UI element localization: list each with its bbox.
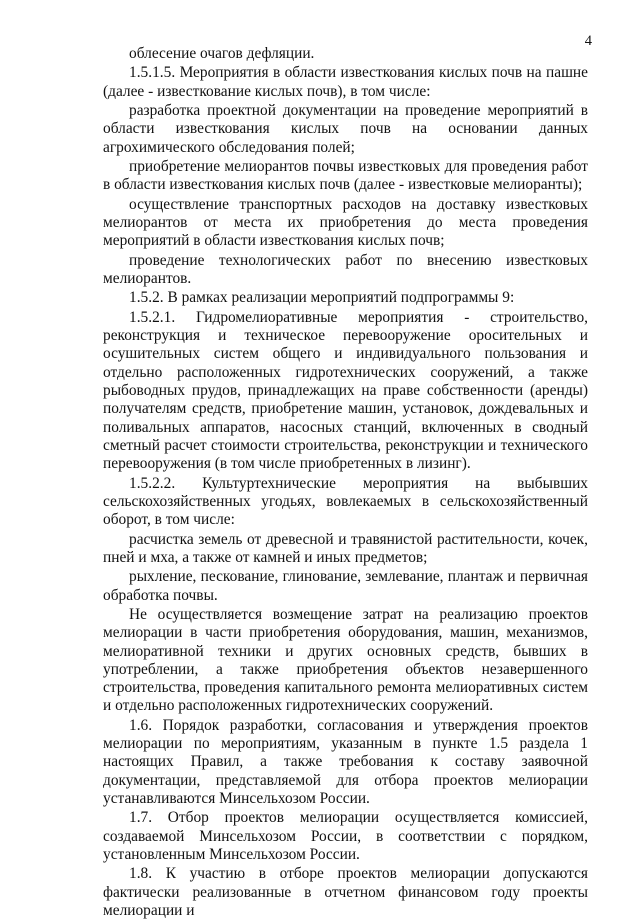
- paragraph-no-reimbursement: Не осуществляется возмещение затрат на реализацию проектов мелиорации в части приобретения оборудования, машин, механизмов, мелиоративной техники и других основных средств, бывших в употреблении, а также приобретения объектов незавершенного строительства, проведения капитального ремонта мелиоративных систем и отдельно расположенных гидротехнических сооружений.: [103, 605, 588, 715]
- paragraph-continuation: облесение очагов дефляции.: [129, 45, 315, 62]
- paragraph-technological-works: проведение технологических работ по внесению известковых мелиорантов.: [103, 251, 588, 288]
- paragraph-purchase-meliorants: приобретение мелиорантов почвы известковых для проведения работ в области известкования кислых почв (далее - известковые мелиоранты);: [103, 158, 588, 194]
- paragraph-1-7: 1.7. Отбор проектов мелиорации осуществляется комиссией, создаваемой Минсельхозом России, в соответствии с порядком, установленным Минсельхозом России.: [103, 809, 588, 863]
- paragraph-1-5-2-2: 1.5.2.2. Культуртехнические мероприятия на выбывших сельскохозяйственных угодьях, вовлекаемых в сельскохозяйственный оборот, в том числе:: [103, 474, 588, 529]
- paragraph-1-8: 1.8. К участию в отборе проектов мелиорации допускаются фактически реализованные в отчетном финансовом году проекты мелиорации и: [103, 865, 588, 919]
- paragraph-1-5-1-5: 1.5.1.5. Мероприятия в области известкования кислых почв на пашне (далее - известкование кислых почв), в том числе:: [103, 64, 588, 100]
- paragraph-project-docs: разработка проектной документации на проведение мероприятий в области известкования кислых почв на основании данных агрохимического обследования полей;: [103, 102, 588, 156]
- page-number: 4: [584, 33, 592, 49]
- document-body: [103, 45, 588, 921]
- paragraph-soil-treatment: рыхление, пескование, глинование, землевание, плантаж и первичная обработка почвы.: [103, 568, 588, 604]
- paragraph-1-5-2: 1.5.2. В рамках реализации мероприятий подпрограммы 9:: [129, 289, 515, 307]
- paragraph-1-6: 1.6. Порядок разработки, согласования и утверждения проектов мелиорации по мероприятиям, указанным в пункте 1.5 раздела 1 настоящих Правил, а также требования к составу заявочной документации, представляемой для отбора проектов мелиорации устанавливаются Минсельхозом России.: [103, 716, 588, 807]
- paragraph-land-clearing: расчистка земель от древесной и травянистой растительности, кочек, пней и мха, а также от камней и иных предметов;: [103, 530, 588, 566]
- paragraph-transport-costs: осуществление транспортных расходов на доставку известковых мелиорантов от места их приобретения до места проведения мероприятий в области известкования кислых почв;: [103, 195, 588, 250]
- paragraph-1-5-2-1: 1.5.2.1. Гидромелиоративные мероприятия - строительство, реконструкция и техническое перевооружение оросительных и осушительных систем общего и индивидуального пользования и отдельно расположенных гидротехнических сооружений, а также рыбоводных прудов, принадлежащих на праве собственности (аренды) получателям средств, приобретение машин, установок, дождевальных и поливальных аппаратов, насосных станций, включенных в сводный сметный расчет стоимости строительства, реконструкции и технического перевооружения (в том числе приобретенных в лизинг).: [103, 308, 588, 473]
